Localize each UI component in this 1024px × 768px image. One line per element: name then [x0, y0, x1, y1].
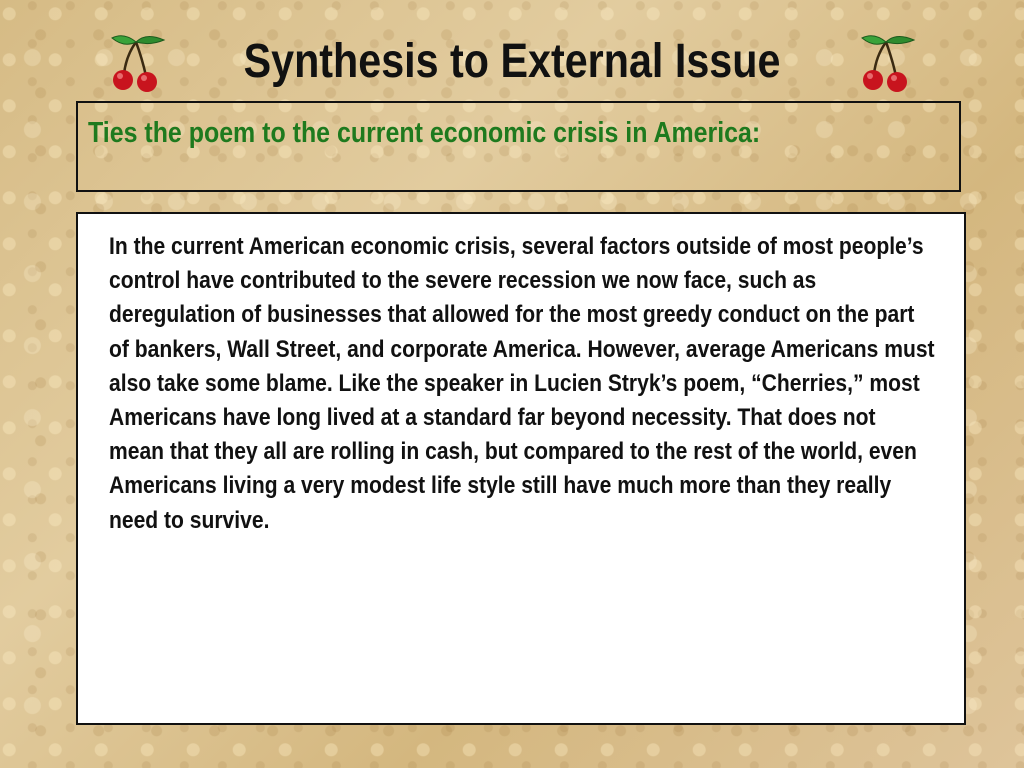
- body-text: In the current American economic crisis, several factors outside of most people’s control have contributed to the severe recession we now face, such as deregulation of businesses that allowed for the most greedy conduct on the part of bankers, Wall Street, and corporate America. However, average Americans must also take some blame. Like the speaker in Lucien Stryk’s poem, “Cherries,” most Americans have long lived at a standard far beyond necessity. That does not mean that they all are rolling in cash, but compared to the rest of the world, even Americans living a very modest life style still have much more than they really need to survive.: [109, 233, 935, 534]
- subtitle-box: [76, 101, 961, 192]
- subtitle: Ties the poem to the current economic crisis in America:: [88, 117, 761, 149]
- content-box: [76, 212, 966, 725]
- page-title: Synthesis to External Issue: [243, 35, 781, 88]
- cherries-icon: [856, 30, 932, 94]
